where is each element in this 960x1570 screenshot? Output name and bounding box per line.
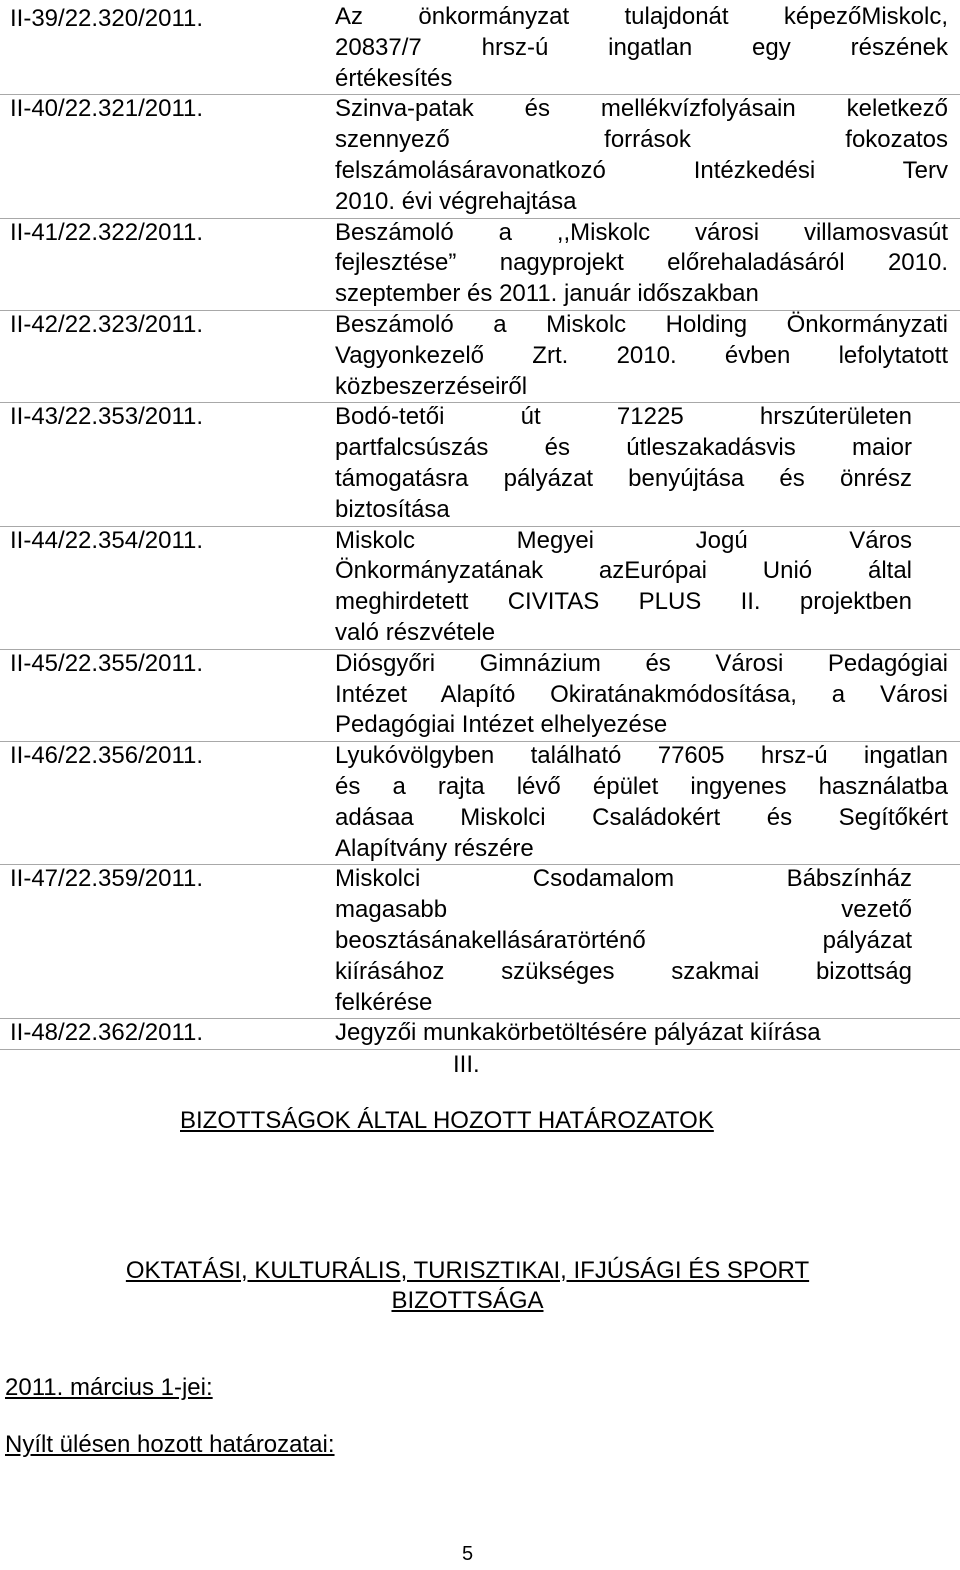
session-date: 2011. március 1-jei: bbox=[5, 1374, 213, 1401]
resolution-subject bbox=[335, 94, 948, 217]
resolution-subject-line: Intézet Alapító Okiratánakmódosítása, a Városi bbox=[335, 680, 948, 708]
resolution-row bbox=[0, 864, 960, 1019]
resolution-subject-line: Lyukóvölgyben található 77605 hrsz-ú ingatlan bbox=[335, 742, 948, 770]
resolution-row bbox=[0, 1018, 960, 1050]
resolution-subject-line: Az önkormányzat tulajdonát képezőMiskolc, bbox=[335, 3, 948, 30]
resolution-number: II-42/22.323/2011. bbox=[10, 311, 204, 338]
committee-name-line-1: OKTATÁSI, KULTURÁLIS, TURISZTIKAI, IFJÚSÁGI ÉS SPORT bbox=[125, 1257, 810, 1284]
resolution-row bbox=[0, 2, 960, 95]
resolution-number: II-39/22.320/2011. bbox=[10, 5, 204, 32]
resolution-subject-line: Miskolc Megyei Jogú Város bbox=[335, 526, 912, 554]
resolution-subject-line: magasabb vezető bbox=[335, 896, 912, 924]
resolution-subject-line: Önkormányzatának azEurópai Unió által bbox=[335, 557, 912, 585]
resolution-row bbox=[0, 218, 960, 311]
resolution-subject-line: adásaa Miskolci Családokért és Segítőkért bbox=[335, 803, 948, 831]
resolution-subject-line: Alapítvány részére bbox=[335, 834, 534, 862]
resolution-number: II-41/22.322/2011. bbox=[10, 218, 204, 246]
resolution-row bbox=[0, 649, 960, 742]
resolution-row bbox=[0, 526, 960, 650]
resolution-number: II-46/22.356/2011. bbox=[10, 742, 204, 770]
section-numeral: III. bbox=[453, 1051, 480, 1078]
resolution-subject-line: Szinva-patak és mellékvízfolyásain keletkező bbox=[335, 95, 948, 123]
resolution-number: II-47/22.359/2011. bbox=[10, 865, 204, 893]
resolution-number: II-44/22.354/2011. bbox=[10, 526, 204, 554]
resolution-number: II-45/22.355/2011. bbox=[10, 649, 204, 677]
resolution-subject-line: szeptember és 2011. január időszakban bbox=[335, 280, 759, 308]
resolution-subject-line: értékesítés bbox=[335, 64, 453, 92]
resolution-subject-line: felkérése bbox=[335, 988, 433, 1016]
resolution-row bbox=[0, 402, 960, 526]
resolution-subject-line: és a rajta lévő épület ingyenes használatba bbox=[335, 772, 948, 800]
committees-heading: BIZOTTSÁGOK ÁLTAL HOZOTT HATÁROZATOK bbox=[180, 1107, 714, 1134]
resolution-subject-line: való részvétele bbox=[335, 618, 496, 646]
resolution-subject-line: partfalcsúszás és útleszakadásvis maior bbox=[335, 434, 912, 462]
resolution-row bbox=[0, 310, 960, 403]
resolution-number: II-43/22.353/2011. bbox=[10, 403, 204, 431]
resolution-subject-line: felszámolásáravonatkozó Intézkedési Terv bbox=[335, 156, 948, 184]
resolution-subject-line: támogatásra pályázat benyújtása és önrész bbox=[335, 464, 912, 492]
resolution-subject-line: kiírásához szükséges szakmai bizottság bbox=[335, 957, 912, 985]
resolution-subject-line: Diósgyőri Gimnázium és Városi Pedagógiai bbox=[335, 649, 948, 677]
resolution-subject-line: biztosítása bbox=[335, 495, 450, 523]
resolution-subject bbox=[335, 218, 948, 310]
resolution-subject bbox=[335, 649, 948, 741]
resolution-subject-line: közbeszerzéseiről bbox=[335, 372, 528, 400]
resolution-subject-line: Bodó-tetői út 71225 hrszúterületen bbox=[335, 403, 912, 431]
resolution-subject-line: 2010. évi végrehajtása bbox=[335, 187, 577, 215]
resolution-subject bbox=[335, 310, 948, 402]
resolution-subject bbox=[335, 864, 912, 1018]
resolution-number: II-48/22.362/2011. bbox=[10, 1019, 204, 1047]
resolution-subject-line: Beszámoló a Miskolc Holding Önkormányzati bbox=[335, 311, 948, 338]
open-session-label: Nyílt ülésen hozott határozatai: bbox=[5, 1431, 335, 1458]
resolution-row bbox=[0, 741, 960, 865]
resolution-subject bbox=[335, 2, 948, 94]
resolution-row bbox=[0, 94, 960, 218]
resolution-subject bbox=[335, 526, 912, 649]
resolution-subject-line: meghirdetett CIVITAS PLUS II. projektben bbox=[335, 588, 912, 616]
committee-name-line-2: BIZOTTSÁGA bbox=[391, 1287, 544, 1314]
resolution-subject-line: Miskolci Csodamalom Bábszínház bbox=[335, 865, 912, 893]
resolution-number: II-40/22.321/2011. bbox=[10, 95, 204, 123]
resolution-subject-line: beosztásánakellásárатörténő pályázat bbox=[335, 926, 912, 954]
resolution-subject-line: fejlesztése” nagyprojekt előrehaladásáról 2010. bbox=[335, 249, 948, 277]
resolution-subject bbox=[335, 402, 912, 525]
resolution-subject-line: szennyező források fokozatos bbox=[335, 126, 948, 154]
resolution-subject bbox=[335, 741, 948, 864]
resolution-subject-line: Pedagógiai Intézet elhelyezése bbox=[335, 711, 668, 739]
page-number: 5 bbox=[462, 1543, 474, 1565]
resolution-subject bbox=[335, 1018, 948, 1049]
resolution-subject-line: Vagyonkezelő Zrt. 2010. évben lefolytatott bbox=[335, 341, 948, 369]
resolution-subject-line: Jegyzői munkakörbetöltésére pályázat kiírása bbox=[335, 1019, 821, 1047]
resolution-subject-line: 20837/7 hrsz-ú ingatlan egy részének bbox=[335, 33, 948, 61]
resolution-subject-line: Beszámoló a ,,Miskolc városi villamosvasút bbox=[335, 218, 948, 246]
committee-name-heading bbox=[100, 1256, 835, 1316]
